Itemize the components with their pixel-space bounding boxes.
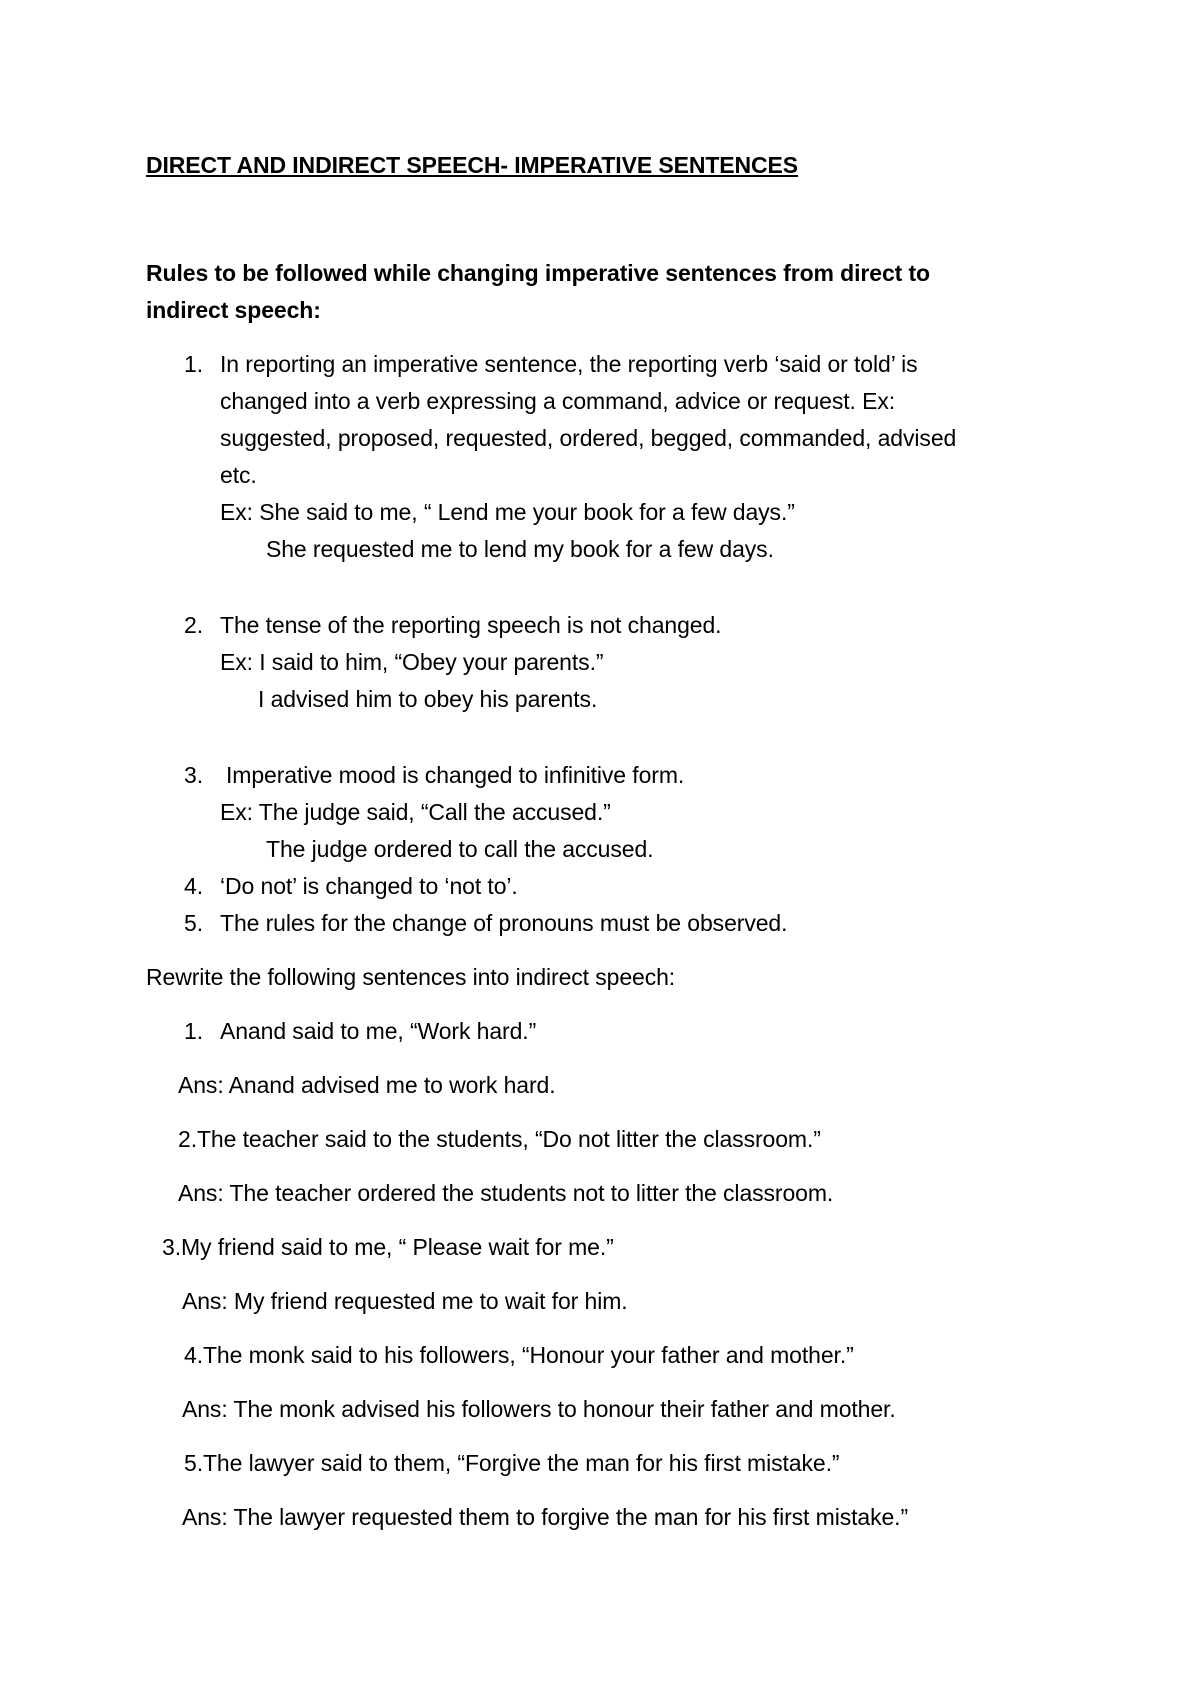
page-title: DIRECT AND INDIRECT SPEECH- IMPERATIVE SENTENCES xyxy=(146,152,799,178)
rule-number: 5. xyxy=(184,910,203,936)
example-direct: Ex: I said to him, “Obey your parents.” xyxy=(220,649,604,675)
example-indirect: I advised him to obey his parents. xyxy=(258,686,598,712)
exercise-answer: Ans: The lawyer requested them to forgive the man for his first mistake.” xyxy=(182,1504,909,1530)
example-indirect: She requested me to lend my book for a few days. xyxy=(266,536,774,562)
exercise-number: 1. xyxy=(184,1018,203,1044)
rule-number: 2. xyxy=(184,612,203,638)
exercise-heading: Rewrite the following sentences into indirect speech: xyxy=(146,964,676,990)
rule-text: In reporting an imperative sentence, the reporting verb ‘said or told’ is xyxy=(220,351,918,377)
intro-line-2: indirect speech: xyxy=(146,297,321,323)
exercise-question: 3.My friend said to me, “ Please wait for me.” xyxy=(162,1234,614,1260)
exercise-answer: Ans: My friend requested me to wait for him. xyxy=(182,1288,628,1314)
rule-text: Imperative mood is changed to infinitive form. xyxy=(226,762,685,788)
rule-text: etc. xyxy=(220,462,257,488)
rule-text: ‘Do not’ is changed to ‘not to’. xyxy=(220,873,518,899)
exercise-question: 4.The monk said to his followers, “Honour your father and mother.” xyxy=(184,1342,854,1368)
exercise-question: Anand said to me, “Work hard.” xyxy=(220,1018,537,1044)
rule-text: The tense of the reporting speech is not changed. xyxy=(220,612,722,638)
rule-number: 3. xyxy=(184,762,203,788)
rule-number: 4. xyxy=(184,873,203,899)
example-direct: Ex: The judge said, “Call the accused.” xyxy=(220,799,611,825)
intro-line-1: Rules to be followed while changing imperative sentences from direct to xyxy=(146,260,930,286)
exercise-answer: Ans: The teacher ordered the students not to litter the classroom. xyxy=(178,1180,834,1206)
exercise-question: 2.The teacher said to the students, “Do not litter the classroom.” xyxy=(178,1126,821,1152)
exercise-answer: Ans: The monk advised his followers to honour their father and mother. xyxy=(182,1396,896,1422)
exercise-question: 5.The lawyer said to them, “Forgive the man for his first mistake.” xyxy=(184,1450,840,1476)
example-direct: Ex: She said to me, “ Lend me your book for a few days.” xyxy=(220,499,795,525)
rule-text: suggested, proposed, requested, ordered, begged, commanded, advised xyxy=(220,425,957,451)
rule-text: changed into a verb expressing a command, advice or request. Ex: xyxy=(220,388,896,414)
exercise-answer: Ans: Anand advised me to work hard. xyxy=(178,1072,556,1098)
example-indirect: The judge ordered to call the accused. xyxy=(266,836,654,862)
rule-text: The rules for the change of pronouns must be observed. xyxy=(220,910,788,936)
rule-number: 1. xyxy=(184,351,203,377)
